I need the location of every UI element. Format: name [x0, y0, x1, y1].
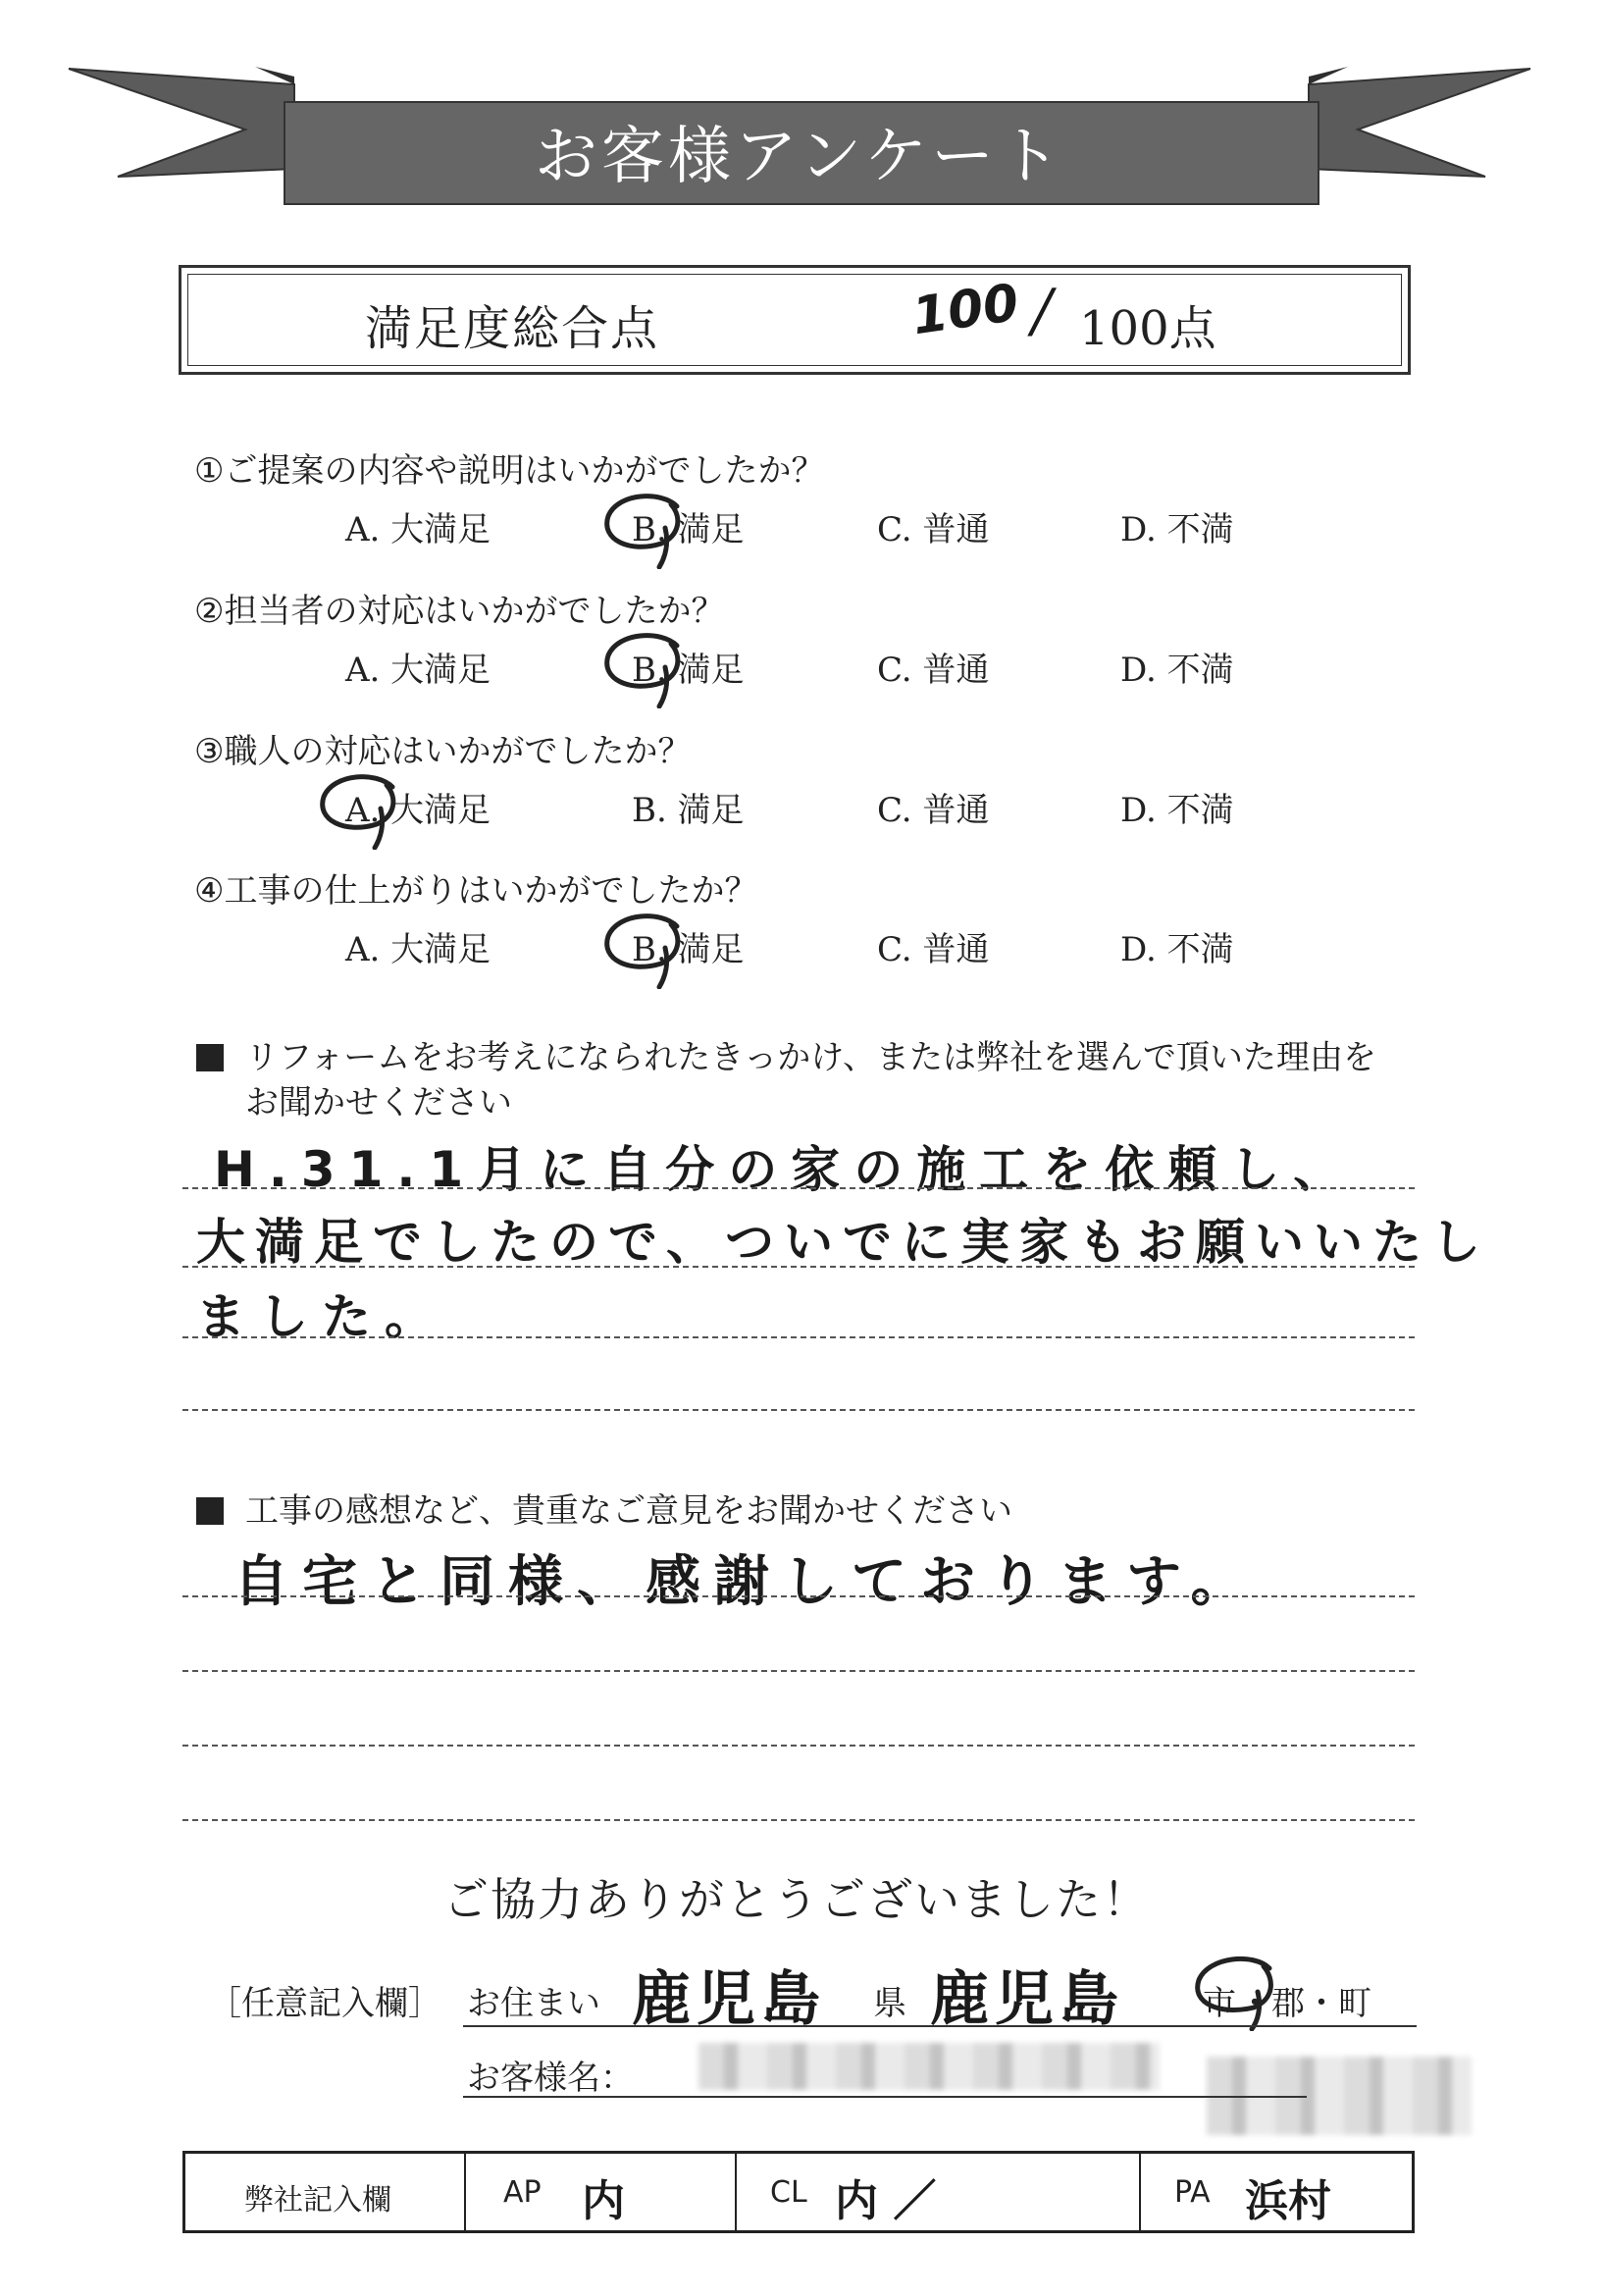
- redacted-name: [698, 2043, 1160, 2090]
- pa-cell[interactable]: [1141, 2154, 1412, 2230]
- impression-heading: [196, 1484, 1012, 1532]
- q4-option-b[interactable]: B. 満足: [632, 930, 745, 969]
- ap-handwritten: 内: [582, 2176, 625, 2226]
- q1-option-c[interactable]: C. 普通: [877, 510, 990, 549]
- q1-option-b[interactable]: B. 満足: [632, 510, 745, 549]
- prefecture-suffix: 県: [873, 1984, 906, 2023]
- ap-cell[interactable]: [466, 2154, 737, 2230]
- name-underline: [463, 2096, 1307, 2098]
- score-box: [179, 265, 1411, 375]
- score-slash: /: [1032, 277, 1053, 345]
- q3-option-d[interactable]: D. 不満: [1120, 791, 1234, 830]
- impression-dash-3: [182, 1745, 1415, 1747]
- reason-line-2[interactable]: 大満足でしたので、ついでに実家もお願いいたし: [196, 1214, 1490, 1271]
- office-label: 弊社記入欄: [244, 2183, 391, 2218]
- impression-dash-4: [182, 1819, 1415, 1821]
- cl-handwritten: 内 ／: [835, 2176, 937, 2226]
- office-entry-table: [182, 2151, 1415, 2233]
- question-3: ③職人の対応はいかがでしたか？: [194, 732, 692, 771]
- optional-label: ［任意記入欄］: [208, 1984, 441, 2023]
- address-label: お住まい: [467, 1984, 600, 2023]
- reason-dash-2: [182, 1266, 1415, 1268]
- pa-label: PA: [1174, 2175, 1211, 2210]
- question-2: ②担当者の対応はいかがでしたか？: [194, 592, 725, 631]
- q3-option-c[interactable]: C. 普通: [877, 791, 990, 830]
- reason-dash-1: [182, 1187, 1415, 1189]
- city-unit-rest: ・郡・町: [1238, 1984, 1371, 2023]
- q2-option-c[interactable]: C. 普通: [877, 651, 990, 690]
- score-max: 100点: [1079, 301, 1216, 356]
- city-unit-shi: 市: [1203, 1984, 1236, 2023]
- reason-heading-2: お聞かせください: [245, 1083, 512, 1122]
- impression-line-1[interactable]: 自宅と同様、感謝しております。: [233, 1550, 1260, 1614]
- city-handwritten[interactable]: 鹿児島: [930, 1965, 1124, 2034]
- q2-option-d[interactable]: D. 不満: [1120, 651, 1234, 690]
- page-title: お客様アンケート: [534, 121, 1065, 193]
- prefecture-handwritten[interactable]: 鹿児島: [632, 1965, 826, 2034]
- reason-heading: [196, 1030, 1376, 1078]
- office-label-cell: [185, 2154, 466, 2230]
- impression-heading-text: 工事の感想など、貴重なご意見をお聞かせください: [245, 1491, 1012, 1531]
- q4-option-a[interactable]: A. 大満足: [345, 930, 491, 969]
- impression-dash-2: [182, 1670, 1415, 1672]
- reason-dash-3: [182, 1336, 1415, 1338]
- q4-option-c[interactable]: C. 普通: [877, 930, 990, 969]
- q4-option-d[interactable]: D. 不満: [1120, 930, 1234, 969]
- address-underline: [463, 2025, 1417, 2027]
- ap-label: AP: [503, 2175, 542, 2210]
- q1-selected-circle: [600, 489, 691, 569]
- q2-option-a[interactable]: A. 大満足: [345, 651, 491, 690]
- question-1: ①ご提案の内容や説明はいかがでしたか？: [194, 451, 825, 491]
- square-bullet-icon: [196, 1044, 224, 1071]
- city-selected-circle: [1191, 1953, 1285, 2031]
- cl-cell[interactable]: [737, 2154, 1141, 2230]
- q1-option-d[interactable]: D. 不満: [1120, 510, 1234, 549]
- q3-option-a[interactable]: A. 大満足: [345, 791, 491, 830]
- question-4: ④工事の仕上がりはいかがでしたか？: [194, 871, 758, 911]
- impression-dash-1: [182, 1595, 1415, 1597]
- square-bullet-icon: [196, 1497, 224, 1525]
- name-label: お客様名：: [467, 2059, 634, 2098]
- q3-option-b[interactable]: B. 満足: [632, 791, 745, 830]
- reason-line-1[interactable]: H.31.1月に自分の家の施工を依頼し、: [214, 1141, 1357, 1198]
- reason-line-3[interactable]: ました。: [196, 1288, 447, 1345]
- q4-selected-circle: [600, 909, 691, 989]
- reason-dash-4: [182, 1409, 1415, 1411]
- score-label: 満足度総合点: [365, 301, 660, 356]
- q3-selected-circle: [316, 769, 406, 850]
- reason-heading-text: リフォームをお考えになられたきっかけ、または弊社を選んで頂いた理由を: [245, 1038, 1376, 1077]
- pa-handwritten: 浜村: [1245, 2176, 1331, 2226]
- thanks-message: ご協力ありがとうございました！: [443, 1873, 1150, 1926]
- q1-option-a[interactable]: A. 大満足: [345, 510, 491, 549]
- q2-selected-circle: [600, 628, 691, 708]
- score-handwritten-value: 100: [908, 273, 1023, 347]
- cl-label: CL: [770, 2175, 807, 2210]
- q2-option-b[interactable]: B. 満足: [632, 651, 745, 690]
